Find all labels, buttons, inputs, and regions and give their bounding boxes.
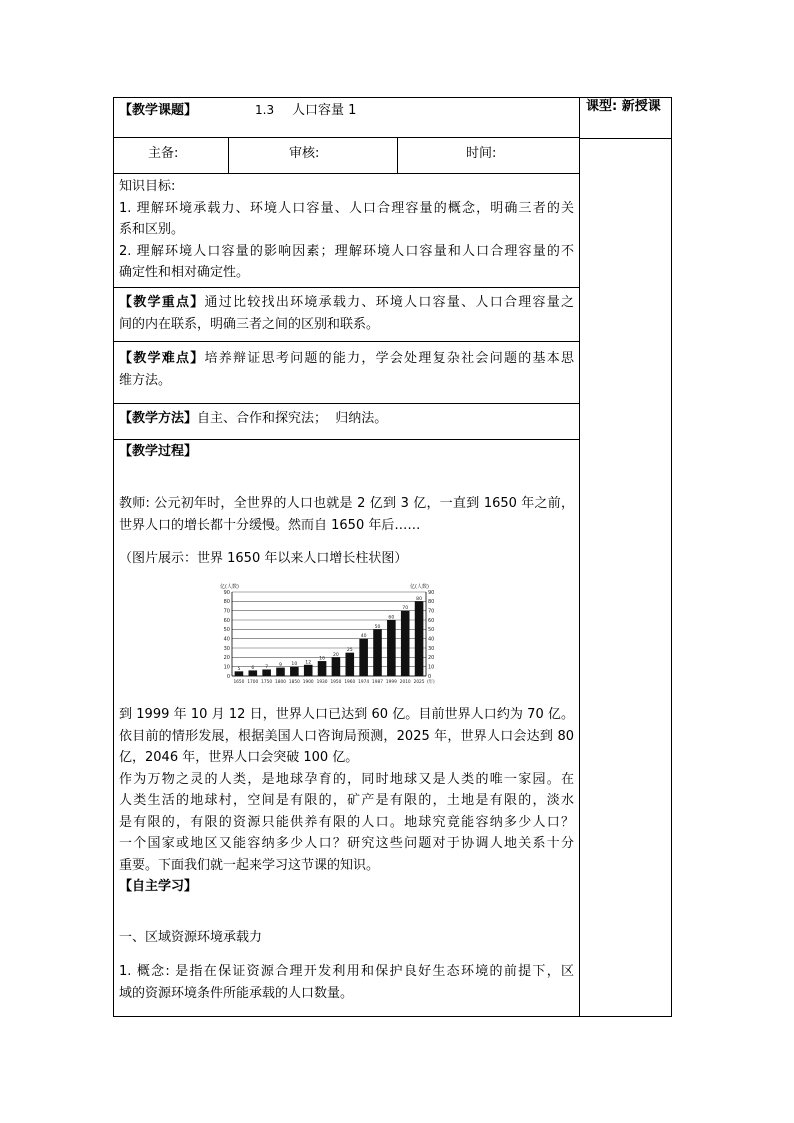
table-bottom-border: [113, 1016, 672, 1017]
process-body: [119, 704, 574, 898]
bar: [415, 601, 424, 676]
bar: [235, 671, 244, 676]
methods-row: [119, 408, 387, 429]
bar-value-label: 40: [360, 634, 367, 640]
y-tick-label-left: 0: [226, 673, 230, 680]
methods-text: 自主、合作和探究法； 归纳法。: [197, 411, 388, 426]
y-tick-label-left: 20: [223, 655, 230, 662]
bar-value-label: 6: [251, 665, 255, 671]
bar: [262, 669, 271, 676]
x-tick-label: 2010: [399, 680, 411, 685]
lesson-number: 1.3: [255, 103, 275, 117]
teacher-line: 世界人口的增长都十分缓慢。然而自 1650 年后……: [119, 517, 421, 533]
bar-value-label: 60: [388, 615, 395, 621]
teacher-intro: [119, 493, 574, 536]
key-points-text: 通过比较找出环境承载力、环境人口容量、人口合理容量之: [204, 295, 574, 310]
lesson-title: 人口容量 1: [292, 103, 357, 118]
y-tick-label-right: 90: [428, 589, 435, 596]
y-tick-label-left: 90: [223, 589, 230, 596]
key-points-block: [119, 292, 574, 335]
bar-value-label: 20: [332, 652, 339, 658]
image-caption: （图片展示：世界 1650 年以来人口增长柱状图）: [119, 551, 408, 566]
y-tick-label-right: 60: [428, 617, 435, 624]
x-tick-label: 1900: [302, 680, 314, 685]
row-divider-3: [113, 287, 580, 288]
bar: [276, 668, 285, 676]
y-tick-label-left: 80: [223, 599, 230, 606]
objective-line: 系和区别。: [119, 222, 185, 237]
x-axis-title: (年): [427, 680, 435, 685]
bar-value-label: 50: [374, 624, 381, 630]
table-left-border: [113, 97, 114, 1016]
concept-line: 1. 概念: 是指在保证资源合理开发利用和保护良好生态环境的前提下，区: [119, 964, 574, 979]
process-label: 【教学过程】: [119, 444, 198, 459]
y-tick-label-left: 70: [223, 608, 230, 615]
x-tick-label: 1700: [247, 680, 259, 685]
teacher-line: 教师: 公元初年时，全世界的人口也就是 2 亿到 3 亿，一直到 1650 年之前，: [119, 496, 574, 511]
row-divider-5: [113, 403, 580, 404]
x-tick-label: 1850: [288, 680, 300, 685]
objectives-block: [119, 176, 574, 284]
row-divider-1: [113, 137, 580, 138]
x-tick-label: 1800: [275, 680, 286, 685]
course-type: 课型: 新授课: [586, 99, 661, 114]
bar-value-label: 80: [416, 596, 423, 602]
body-line: 到 1999 年 10 月 12 日，世界人口已达到 60 亿。目前世界人口约为 70 亿。: [119, 707, 574, 722]
y-tick-label-right: 40: [428, 636, 435, 643]
preparer-label: 主备:: [148, 146, 179, 161]
row-divider-2: [113, 173, 580, 174]
difficulties-text: 培养辩证思考问题的能力，学会处理复杂社会问题的基本思: [204, 351, 574, 366]
side-column-divider: [579, 97, 580, 1016]
bar: [318, 661, 327, 676]
row-divider-4: [113, 341, 580, 342]
difficulties-block: [119, 348, 574, 391]
y-axis-title-right: 亿(人数): [410, 584, 429, 590]
body-line: 亿，2046 年，世界人口会突破 100 亿。: [119, 750, 359, 765]
y-tick-label-right: 30: [428, 645, 435, 652]
concept-block: [119, 961, 574, 1004]
y-tick-label-right: 80: [428, 599, 435, 606]
y-tick-label-right: 10: [428, 664, 435, 671]
x-tick-label: 1750: [261, 680, 273, 685]
x-tick-label: 1650: [233, 680, 245, 685]
difficulties-label: 【教学难点】: [119, 351, 205, 366]
row-divider-6: [113, 439, 580, 440]
bar-value-label: 10: [291, 662, 298, 668]
col-divider-2: [397, 137, 398, 174]
objective-line: 2. 理解环境人口容量的影响因素；理解环境人口容量和人口合理容量的不: [119, 243, 574, 259]
bar: [387, 620, 396, 676]
side-cell-bottom: [579, 138, 672, 139]
x-tick-label: 1987: [372, 680, 383, 685]
concept-line: 域的资源环境条件所能承载的人口数量。: [119, 985, 354, 1001]
bar-value-label: 9: [279, 663, 282, 669]
bar: [304, 665, 313, 676]
body-line: 是有限的，有限的资源只能供养有限的人口。地球究竟能容纳多少人口？: [119, 814, 574, 830]
bar-value-label: 7: [265, 664, 269, 670]
y-tick-label-right: 50: [428, 627, 435, 634]
x-tick-label: 1999: [385, 680, 397, 685]
section-title: 一、区域资源环境承载力: [119, 930, 263, 945]
population-bar-chart: [218, 582, 440, 690]
y-tick-label-left: 60: [223, 617, 230, 624]
y-tick-label-right: 70: [428, 608, 435, 615]
bar-value-label: 16: [319, 656, 326, 662]
objectives-heading: 知识目标:: [119, 179, 176, 194]
body-line: 一个国家或地区又能容纳多少人口？研究这些问题对于协调人地关系十分: [119, 836, 574, 851]
table-right-border: [671, 97, 672, 1016]
bar-value-label: 70: [402, 606, 409, 612]
key-points-text: 间的内在联系，明确三者之间的区别和联系。: [119, 316, 380, 332]
body-line: 人类生活的地球村，空间是有限的，矿产是有限的，土地是有限的，淡水: [119, 793, 574, 808]
difficulties-text: 维方法。: [119, 372, 172, 388]
bar: [332, 657, 341, 676]
y-tick-label-right: 0: [428, 673, 432, 680]
x-tick-label: 2025: [413, 680, 425, 685]
bar: [345, 653, 354, 676]
reviewer-label: 审核:: [289, 146, 320, 161]
bar-value-label: 25: [346, 648, 353, 654]
bar: [359, 639, 368, 676]
y-axis-title-left: 亿(人数): [220, 584, 239, 590]
x-tick-label: 1930: [316, 680, 328, 685]
y-tick-label-left: 40: [223, 636, 230, 643]
body-line: 依目前的情形发展，根据美国人口咨询局预测，2025 年，世界人口会达到 80: [119, 728, 574, 744]
y-tick-label-left: 30: [223, 645, 230, 652]
bar: [290, 667, 299, 676]
topic-label: 【教学课题】: [119, 103, 198, 118]
x-tick-label: 1974: [358, 680, 370, 685]
methods-label: 【教学方法】: [119, 411, 198, 426]
objective-line: 1. 理解环境承载力、环境人口容量、人口合理容量的概念，明确三者的关: [119, 200, 574, 216]
y-tick-label-left: 50: [223, 627, 230, 634]
self-study-label: 【自主学习】: [119, 879, 198, 894]
bar-value-label: 12: [305, 660, 312, 666]
body-line: 作为万物之灵的人类，是地球孕育的，同时地球又是人类的唯一家园。在: [119, 771, 574, 787]
y-tick-label-right: 20: [428, 655, 435, 662]
col-divider-1: [228, 137, 229, 174]
bar: [373, 629, 382, 676]
bar: [401, 611, 410, 676]
y-tick-label-left: 10: [223, 664, 230, 671]
time-label: 时间:: [466, 146, 497, 161]
x-tick-label: 1960: [344, 680, 356, 685]
body-line: 重要。下面我们就一起来学习这节课的知识。: [119, 857, 380, 873]
x-tick-label: 1950: [330, 680, 342, 685]
bar: [248, 670, 257, 676]
objective-line: 确定性和相对确定性。: [119, 265, 250, 280]
bar-value-label: 5: [237, 666, 241, 672]
key-points-label: 【教学重点】: [119, 295, 205, 310]
